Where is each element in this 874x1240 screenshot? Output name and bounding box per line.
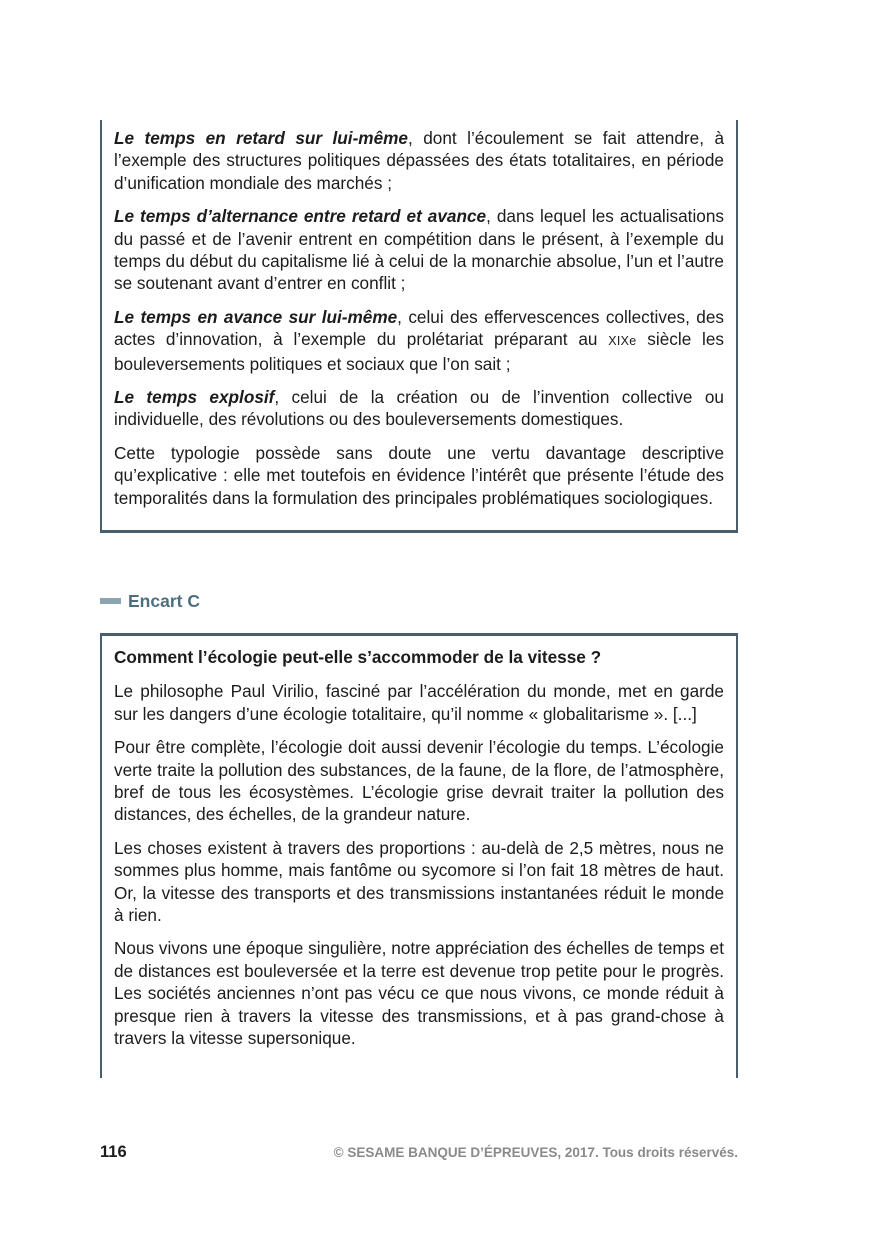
typology-description: , dont l’écoulement se fait attendre, à l’exemple des structures politiques dépassées des états totalitaires, en période d’unification mondiale des marchés ;	[114, 128, 724, 193]
encart-c-box	[100, 633, 738, 1078]
encart-heading	[100, 588, 200, 614]
typology-description: , celui des effervescences collectives, des actes d’innovation, à l’exemple du prolétariat préparant au	[114, 306, 724, 350]
typology-description: , celui de la création ou de l’invention collective ou individuelle, des révolutions ou des bouleversements domestiques.	[114, 387, 724, 430]
typology-box	[100, 120, 738, 533]
encart-paragraph: Pour être complète, l’écologie doit aussi devenir l’écologie du temps. L’écologie verte traite la pollution des substances, de la faune, de la flore, de l’atmosphère, bref de tous les écosystèmes. L’écologie grise devrait traiter la pollution des distances, des échelles, de la grandeur nature.	[114, 737, 724, 825]
encart-label: Encart C	[128, 590, 200, 611]
typology-conclusion: Cette typologie possède sans doute une vertu davantage descriptive qu’explicative : elle met toutefois en évidence l’intérêt que présente l’étude des temporalités dans la formulation des principales problématiques sociologiques.	[114, 442, 724, 508]
encart-paragraph: Nous vivons une époque singulière, notre appréciation des échelles de temps et de distances est bouleversée et la terre est devenue trop petite pour le progrès. Les sociétés anciennes n’ont pas vécu ce que nous vivons, ce monde réduit à presque rien à travers la vitesse des transmissions, et à pas grand-chose à travers la vitesse supersonique.	[114, 938, 724, 1049]
typology-description: , dans lequel les actualisations du passé et de l’avenir entrent en compétition dans le présent, à l’exemple du temps du début du capitalisme lié à celui de la monarchie absolue, l’un et l’autre se soutenant avant d’entrer en conflit ;	[114, 206, 724, 294]
encart-paragraph: Les choses existent à travers des proportions : au-delà de 2,5 mètres, nous ne sommes plus homme, mais fantôme ou sycomore si l’on fait 18 mètres de haut. Or, la vitesse des transports et des transmissions instantanées réduit le monde à rien.	[114, 837, 724, 926]
typology-item	[114, 205, 724, 295]
typology-item	[114, 127, 724, 194]
typology-term: Le temps en retard sur lui-même	[114, 128, 408, 148]
copyright-notice: © SESAME BANQUE D’ÉPREUVES, 2017. Tous droits réservés.	[333, 1144, 738, 1160]
typology-term: Le temps d’alternance entre retard et avance	[114, 206, 487, 227]
typology-description-end: siècle les bouleversements politiques et sociaux que l’on sait ;	[114, 329, 724, 374]
page-footer	[100, 1140, 738, 1164]
encart-title: Comment l’écologie peut-elle s’accommoder de la vitesse ?	[114, 647, 602, 667]
century-numeral: XIXe	[608, 334, 637, 349]
typology-term: Le temps en avance sur lui-même	[114, 306, 398, 327]
typology-item	[114, 386, 724, 431]
encart-paragraph: Le philosophe Paul Virilio, fasciné par l’accélération du monde, met en garde sur les dangers d’une écologie totalitaire, qu’il nomme « globalitarisme ». [...]	[114, 681, 724, 724]
typology-term: Le temps explosif	[114, 387, 275, 408]
page-number: 116	[100, 1142, 127, 1161]
encart-bar-icon	[100, 598, 121, 604]
typology-item	[114, 306, 724, 375]
